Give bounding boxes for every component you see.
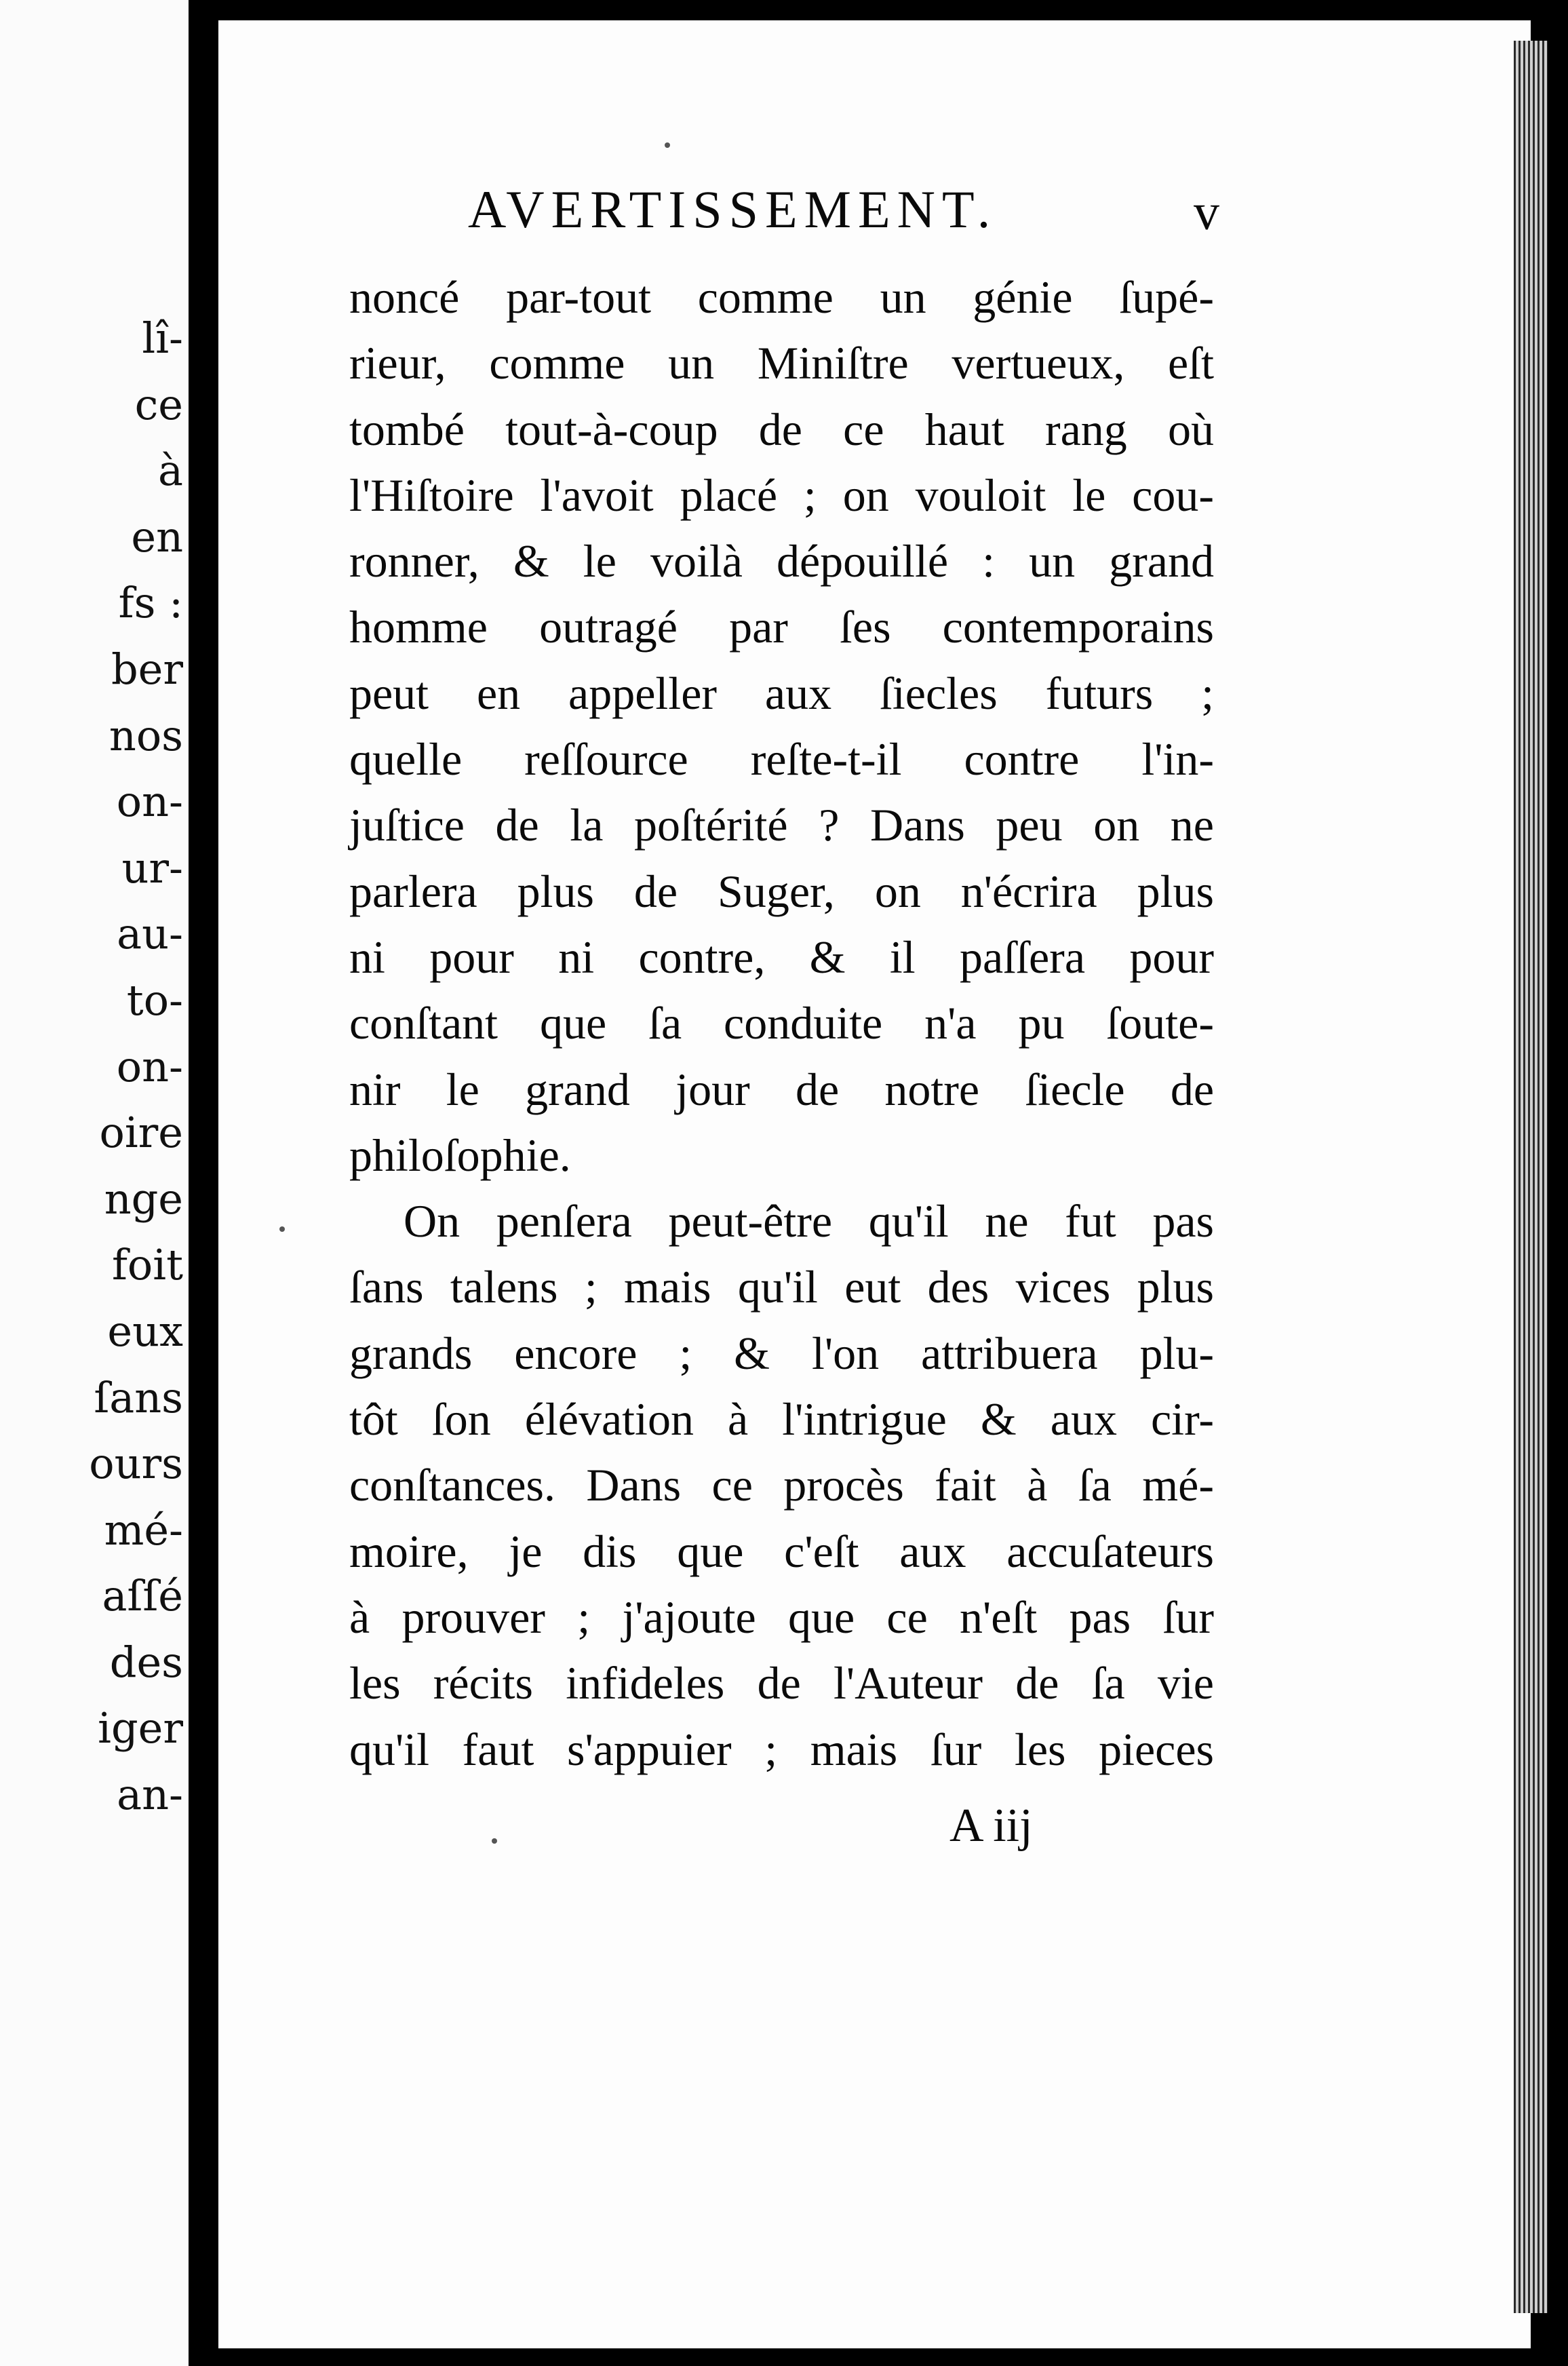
text-line: grands encore ; & l'on attribuera plu- — [349, 1327, 1214, 1379]
facing-line-fragment: ſans — [94, 1372, 183, 1422]
text-line: parlera plus de Suger, on n'écrira plus — [349, 865, 1214, 917]
facing-line-fragment: lî- — [142, 313, 183, 363]
facing-line-fragment: ur- — [121, 842, 183, 893]
body-text — [349, 265, 1214, 1783]
running-head: AVERTISSEMENT. — [468, 180, 998, 239]
facing-line-fragment: ber — [111, 644, 183, 694]
text-line: philoſophie. — [349, 1129, 571, 1181]
signature-mark: A iij — [949, 1800, 1033, 1852]
facing-line-fragment: des — [109, 1637, 183, 1687]
facing-line-fragment: iger — [98, 1703, 183, 1753]
text-line: qu'il faut s'appuier ; mais ſur les pieces — [349, 1723, 1214, 1775]
text-line: moire, je dis que c'eſt aux accuſateurs — [349, 1525, 1214, 1577]
text-line: peut en appeller aux ſiecles futurs ; — [349, 667, 1214, 719]
paper-speck — [492, 1838, 497, 1844]
text-line: les récits infideles de l'Auteur de ſa vie — [349, 1657, 1214, 1709]
text-line: à prouver ; j'ajoute que ce n'eſt pas ſur — [349, 1591, 1214, 1643]
text-line: tombé tout-à-coup de ce haut rang où — [349, 403, 1214, 455]
page-number: v — [1194, 184, 1219, 241]
facing-line-fragment: on- — [116, 777, 183, 827]
facing-line-fragment: mé- — [104, 1505, 183, 1555]
text-line: conſtances. Dans ce procès fait à ſa mé- — [349, 1459, 1214, 1511]
text-line: conſtant que ſa conduite n'a pu ſoute- — [349, 997, 1214, 1049]
facing-line-fragment: nos — [109, 710, 183, 760]
facing-line-fragment: ce — [134, 379, 183, 429]
facing-line-fragment: aſſé — [102, 1571, 183, 1621]
facing-line-fragment: en — [131, 511, 183, 562]
text-line: On penſera peut-être qu'il ne fut pas — [404, 1195, 1214, 1247]
text-line: ſans talens ; mais qu'il eut des vices plus — [349, 1261, 1214, 1313]
facing-line-fragment: nge — [104, 1174, 183, 1224]
facing-line-fragment: oire — [99, 1108, 183, 1158]
facing-line-fragment: to- — [126, 975, 183, 1025]
facing-line-fragment: on- — [116, 1041, 183, 1091]
text-line: l'Hiſtoire l'avoit placé ; on vouloit le cou- — [349, 469, 1214, 521]
text-line: ni pour ni contre, & il paſſera pour — [349, 931, 1214, 983]
text-line: noncé par-tout comme un génie ſupé- — [349, 271, 1214, 323]
facing-page-edge — [0, 0, 189, 2366]
facing-line-fragment: ours — [89, 1439, 183, 1489]
page-block-edge — [1514, 41, 1548, 2313]
facing-line-fragment: au- — [117, 909, 183, 959]
text-line: quelle reſſource reſte-t-il contre l'in- — [349, 733, 1214, 786]
paper-speck — [665, 142, 670, 148]
text-line: homme outragé par ſes contemporains — [349, 601, 1214, 653]
facing-line-fragment: fs : — [118, 578, 183, 628]
text-line: rieur, comme un Miniſtre vertueux, eſt — [349, 337, 1214, 389]
paper-speck — [279, 1226, 285, 1232]
facing-line-fragment: foit — [111, 1240, 183, 1290]
facing-page-line-fragments — [0, 305, 183, 1828]
text-line: tôt ſon élévation à l'intrigue & aux cir- — [349, 1393, 1214, 1446]
text-line: ronner, & le voilà dépouillé : un grand — [349, 535, 1214, 587]
text-line: juſtice de la poſtérité ? Dans peu on ne — [349, 799, 1214, 851]
facing-line-fragment: eux — [107, 1306, 183, 1356]
text-line: nir le grand jour de notre ſiecle de — [349, 1063, 1214, 1115]
facing-line-fragment: an- — [117, 1770, 183, 1820]
facing-line-fragment: à — [158, 446, 183, 496]
